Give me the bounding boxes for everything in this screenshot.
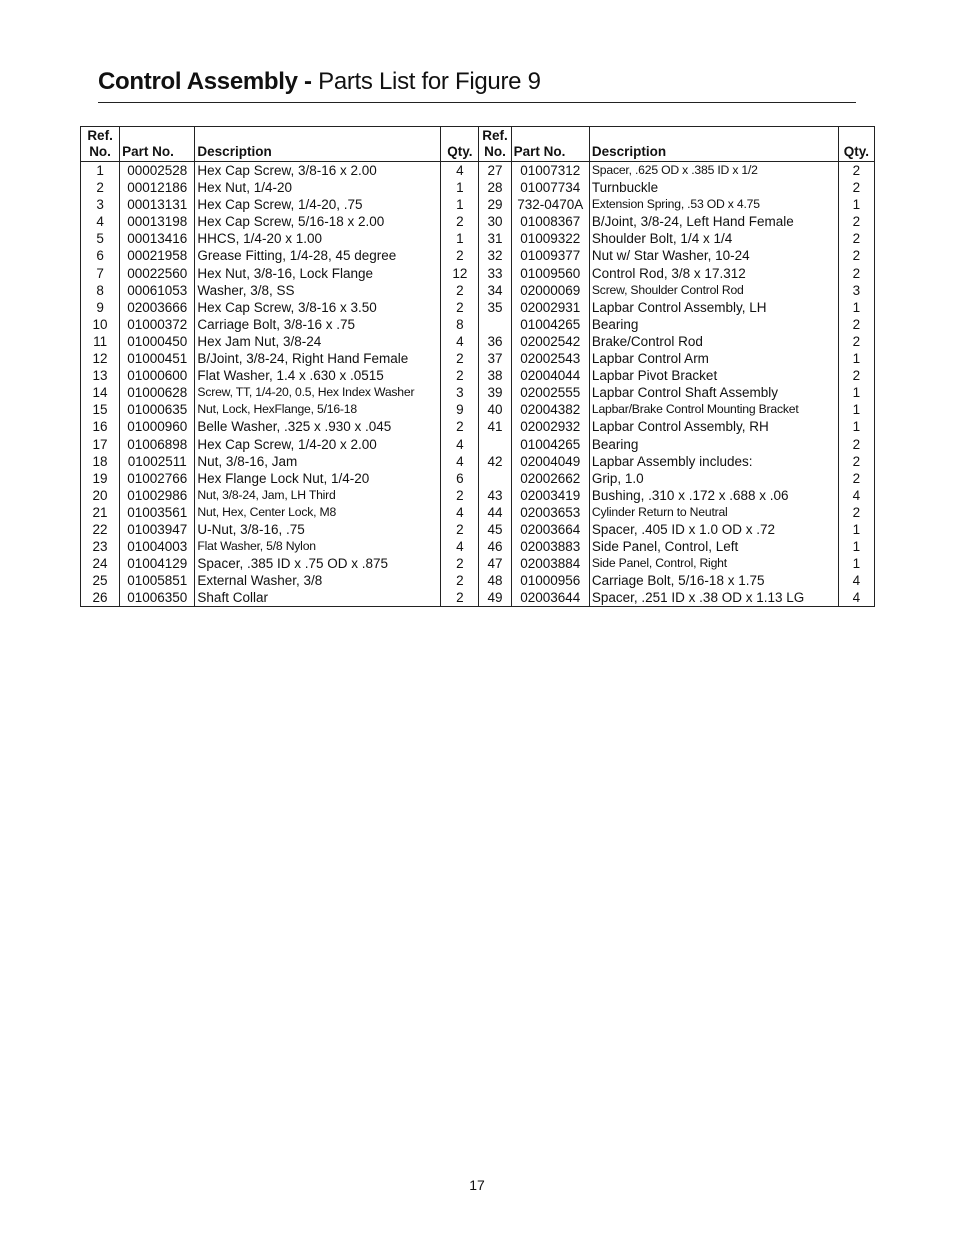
ref-no-cell: 36 bbox=[479, 333, 511, 350]
header-description-right: Description bbox=[589, 127, 838, 162]
description-cell: Carriage Bolt, 5/16-18 x 1.75 bbox=[589, 572, 838, 589]
part-no-cell: 01000960 bbox=[120, 418, 195, 435]
part-no-cell: 02002555 bbox=[511, 384, 589, 401]
page-number: 17 bbox=[469, 1177, 485, 1193]
qty-cell: 2 bbox=[441, 213, 479, 230]
description-cell: Hex Nut, 1/4-20 bbox=[195, 179, 441, 196]
qty-cell: 2 bbox=[441, 555, 479, 572]
table-row bbox=[81, 504, 875, 521]
header-qty-right: Qty. bbox=[838, 127, 874, 162]
description-cell: Hex Jam Nut, 3/8-24 bbox=[195, 333, 441, 350]
part-no-cell: 00013131 bbox=[120, 196, 195, 213]
ref-no-cell: 10 bbox=[81, 316, 120, 333]
part-no-cell: 01006350 bbox=[120, 589, 195, 607]
description-cell: Cylinder Return to Neutral bbox=[589, 504, 838, 521]
table-row bbox=[81, 333, 875, 350]
description-cell: Spacer, .251 ID x .38 OD x 1.13 LG bbox=[589, 589, 838, 607]
qty-cell: 1 bbox=[838, 196, 874, 213]
ref-no-cell: 42 bbox=[479, 453, 511, 470]
ref-no-cell: 43 bbox=[479, 487, 511, 504]
ref-no-cell: 32 bbox=[479, 247, 511, 264]
ref-no-cell: 19 bbox=[81, 470, 120, 487]
description-cell: Bushing, .310 x .172 x .688 x .06 bbox=[589, 487, 838, 504]
qty-cell: 2 bbox=[838, 247, 874, 264]
qty-cell: 1 bbox=[441, 230, 479, 247]
table-row bbox=[81, 350, 875, 367]
ref-no-cell: 11 bbox=[81, 333, 120, 350]
ref-no-cell: 18 bbox=[81, 453, 120, 470]
part-no-cell: 02000069 bbox=[511, 282, 589, 299]
ref-no-cell: 30 bbox=[479, 213, 511, 230]
qty-cell: 2 bbox=[838, 179, 874, 196]
description-cell: Hex Cap Screw, 1/4-20, .75 bbox=[195, 196, 441, 213]
description-cell: Hex Cap Screw, 5/16-18 x 2.00 bbox=[195, 213, 441, 230]
part-no-cell: 01004265 bbox=[511, 436, 589, 453]
table-row bbox=[81, 196, 875, 213]
ref-no-cell: 4 bbox=[81, 213, 120, 230]
title-divider bbox=[98, 102, 856, 103]
part-no-cell: 00013416 bbox=[120, 230, 195, 247]
part-no-cell: 01002766 bbox=[120, 470, 195, 487]
ref-no-cell: 17 bbox=[81, 436, 120, 453]
part-no-cell: 00021958 bbox=[120, 247, 195, 264]
description-cell: Bearing bbox=[589, 436, 838, 453]
description-cell: Spacer, .405 ID x 1.0 OD x .72 bbox=[589, 521, 838, 538]
page-title-rest: Parts List for Figure 9 bbox=[318, 68, 541, 95]
part-no-cell: 01003947 bbox=[120, 521, 195, 538]
qty-cell: 4 bbox=[838, 487, 874, 504]
description-cell: Lapbar/Brake Control Mounting Bracket bbox=[589, 401, 838, 418]
table-row bbox=[81, 589, 875, 607]
qty-cell: 1 bbox=[838, 521, 874, 538]
part-no-cell: 01005851 bbox=[120, 572, 195, 589]
description-cell: Shoulder Bolt, 1/4 x 1/4 bbox=[589, 230, 838, 247]
ref-no-cell: 49 bbox=[479, 589, 511, 607]
page-title-bold: Control Assembly - bbox=[98, 68, 319, 95]
qty-cell: 1 bbox=[838, 401, 874, 418]
ref-no-cell: 44 bbox=[479, 504, 511, 521]
ref-no-cell: 23 bbox=[81, 538, 120, 555]
qty-cell: 4 bbox=[441, 333, 479, 350]
ref-no-cell: 14 bbox=[81, 384, 120, 401]
qty-cell: 2 bbox=[838, 470, 874, 487]
ref-no-cell: 35 bbox=[479, 299, 511, 316]
table-row bbox=[81, 470, 875, 487]
description-cell: Control Rod, 3/8 x 17.312 bbox=[589, 265, 838, 282]
description-cell: Hex Cap Screw, 1/4-20 x 2.00 bbox=[195, 436, 441, 453]
qty-cell: 4 bbox=[838, 572, 874, 589]
qty-cell: 2 bbox=[441, 589, 479, 607]
ref-no-cell: 38 bbox=[479, 367, 511, 384]
ref-no-cell: 37 bbox=[479, 350, 511, 367]
description-cell: B/Joint, 3/8-24, Right Hand Female bbox=[195, 350, 441, 367]
parts-table-header bbox=[81, 127, 875, 162]
part-no-cell: 02002542 bbox=[511, 333, 589, 350]
qty-cell: 2 bbox=[441, 487, 479, 504]
header-description-left: Description bbox=[195, 127, 441, 162]
table-row bbox=[81, 282, 875, 299]
ref-no-cell: 26 bbox=[81, 589, 120, 607]
part-no-cell: 02004044 bbox=[511, 367, 589, 384]
part-no-cell: 01004129 bbox=[120, 555, 195, 572]
part-no-cell: 01009560 bbox=[511, 265, 589, 282]
part-no-cell: 01008367 bbox=[511, 213, 589, 230]
part-no-cell: 01000600 bbox=[120, 367, 195, 384]
qty-cell: 1 bbox=[838, 555, 874, 572]
ref-no-cell: 8 bbox=[81, 282, 120, 299]
part-no-cell: 02002931 bbox=[511, 299, 589, 316]
part-no-cell: 01009377 bbox=[511, 247, 589, 264]
description-cell: Nut w/ Star Washer, 10-24 bbox=[589, 247, 838, 264]
qty-cell: 2 bbox=[441, 572, 479, 589]
qty-cell: 1 bbox=[838, 538, 874, 555]
qty-cell: 2 bbox=[838, 436, 874, 453]
qty-cell: 4 bbox=[441, 162, 479, 180]
table-row bbox=[81, 247, 875, 264]
ref-no-cell: 46 bbox=[479, 538, 511, 555]
table-row bbox=[81, 384, 875, 401]
description-cell: HHCS, 1/4-20 x 1.00 bbox=[195, 230, 441, 247]
ref-no-cell: 41 bbox=[479, 418, 511, 435]
description-cell: Turnbuckle bbox=[589, 179, 838, 196]
description-cell: Nut, Lock, HexFlange, 5/16-18 bbox=[195, 401, 441, 418]
part-no-cell: 01000450 bbox=[120, 333, 195, 350]
ref-no-cell: 20 bbox=[81, 487, 120, 504]
description-cell: Hex Nut, 3/8-16, Lock Flange bbox=[195, 265, 441, 282]
qty-cell: 2 bbox=[838, 230, 874, 247]
header-ref-no-left: Ref. No. bbox=[81, 127, 120, 162]
part-no-cell: 01009322 bbox=[511, 230, 589, 247]
part-no-cell: 02003666 bbox=[120, 299, 195, 316]
qty-cell: 1 bbox=[838, 418, 874, 435]
table-row bbox=[81, 162, 875, 180]
description-cell: B/Joint, 3/8-24, Left Hand Female bbox=[589, 213, 838, 230]
part-no-cell: 00022560 bbox=[120, 265, 195, 282]
qty-cell: 6 bbox=[441, 470, 479, 487]
ref-no-cell: 1 bbox=[81, 162, 120, 180]
ref-no-cell: 31 bbox=[479, 230, 511, 247]
table-row bbox=[81, 487, 875, 504]
description-cell: Spacer, .385 ID x .75 OD x .875 bbox=[195, 555, 441, 572]
ref-no-cell: 33 bbox=[479, 265, 511, 282]
part-no-cell: 02003664 bbox=[511, 521, 589, 538]
qty-cell: 8 bbox=[441, 316, 479, 333]
qty-cell: 2 bbox=[838, 367, 874, 384]
ref-no-cell bbox=[479, 470, 511, 487]
ref-no-cell: 40 bbox=[479, 401, 511, 418]
description-cell: Flat Washer, 1.4 x .630 x .0515 bbox=[195, 367, 441, 384]
description-cell: Flat Washer, 5/8 Nylon bbox=[195, 538, 441, 555]
table-row bbox=[81, 453, 875, 470]
qty-cell: 1 bbox=[441, 179, 479, 196]
qty-cell: 2 bbox=[441, 418, 479, 435]
qty-cell: 4 bbox=[441, 453, 479, 470]
qty-cell: 2 bbox=[441, 247, 479, 264]
qty-cell: 2 bbox=[838, 162, 874, 180]
description-cell: Lapbar Control Shaft Assembly bbox=[589, 384, 838, 401]
part-no-cell: 02003884 bbox=[511, 555, 589, 572]
table-row bbox=[81, 367, 875, 384]
part-no-cell: 02002932 bbox=[511, 418, 589, 435]
part-no-cell: 01002511 bbox=[120, 453, 195, 470]
table-row bbox=[81, 213, 875, 230]
header-ref-no-right: Ref. No. bbox=[479, 127, 511, 162]
qty-cell: 2 bbox=[838, 316, 874, 333]
description-cell: Spacer, .625 OD x .385 ID x 1/2 bbox=[589, 162, 838, 180]
qty-cell: 3 bbox=[441, 384, 479, 401]
qty-cell: 3 bbox=[838, 282, 874, 299]
part-no-cell: 01000628 bbox=[120, 384, 195, 401]
part-no-cell: 02002662 bbox=[511, 470, 589, 487]
qty-cell: 2 bbox=[441, 282, 479, 299]
qty-cell: 4 bbox=[838, 589, 874, 607]
description-cell: Hex Cap Screw, 3/8-16 x 2.00 bbox=[195, 162, 441, 180]
part-no-cell: 01004265 bbox=[511, 316, 589, 333]
table-row bbox=[81, 316, 875, 333]
part-no-cell: 02003883 bbox=[511, 538, 589, 555]
description-cell: Brake/Control Rod bbox=[589, 333, 838, 350]
qty-cell: 9 bbox=[441, 401, 479, 418]
description-cell: Screw, Shoulder Control Rod bbox=[589, 282, 838, 299]
part-no-cell: 02003419 bbox=[511, 487, 589, 504]
part-no-cell: 01000956 bbox=[511, 572, 589, 589]
qty-cell: 2 bbox=[838, 504, 874, 521]
ref-no-cell: 45 bbox=[479, 521, 511, 538]
description-cell: Extension Spring, .53 OD x 4.75 bbox=[589, 196, 838, 213]
table-row bbox=[81, 179, 875, 196]
ref-no-cell: 5 bbox=[81, 230, 120, 247]
ref-no-cell: 16 bbox=[81, 418, 120, 435]
description-cell: Belle Washer, .325 x .930 x .045 bbox=[195, 418, 441, 435]
table-row bbox=[81, 299, 875, 316]
table-row bbox=[81, 572, 875, 589]
qty-cell: 2 bbox=[838, 265, 874, 282]
qty-cell: 2 bbox=[441, 350, 479, 367]
part-no-cell: 02003644 bbox=[511, 589, 589, 607]
part-no-cell: 01000635 bbox=[120, 401, 195, 418]
part-no-cell: 00061053 bbox=[120, 282, 195, 299]
part-no-cell: 02003653 bbox=[511, 504, 589, 521]
qty-cell: 4 bbox=[441, 538, 479, 555]
description-cell: Hex Flange Lock Nut, 1/4-20 bbox=[195, 470, 441, 487]
description-cell: Nut, 3/8-24, Jam, LH Third bbox=[195, 487, 441, 504]
qty-cell: 2 bbox=[441, 299, 479, 316]
description-cell: Lapbar Assembly includes: bbox=[589, 453, 838, 470]
description-cell: Nut, Hex, Center Lock, M8 bbox=[195, 504, 441, 521]
description-cell: External Washer, 3/8 bbox=[195, 572, 441, 589]
table-row bbox=[81, 538, 875, 555]
ref-no-cell: 48 bbox=[479, 572, 511, 589]
parts-table bbox=[80, 126, 875, 607]
ref-no-cell: 27 bbox=[479, 162, 511, 180]
qty-cell: 2 bbox=[441, 521, 479, 538]
description-cell: Side Panel, Control, Right bbox=[589, 555, 838, 572]
description-cell: Carriage Bolt, 3/8-16 x .75 bbox=[195, 316, 441, 333]
ref-no-cell: 2 bbox=[81, 179, 120, 196]
description-cell: Shaft Collar bbox=[195, 589, 441, 607]
description-cell: Lapbar Control Arm bbox=[589, 350, 838, 367]
ref-no-cell: 9 bbox=[81, 299, 120, 316]
ref-no-cell: 34 bbox=[479, 282, 511, 299]
table-row bbox=[81, 436, 875, 453]
ref-no-cell: 47 bbox=[479, 555, 511, 572]
part-no-cell: 02004382 bbox=[511, 401, 589, 418]
description-cell: Screw, TT, 1/4-20, 0.5, Hex Index Washer bbox=[195, 384, 441, 401]
ref-no-cell: 22 bbox=[81, 521, 120, 538]
part-no-cell: 01000372 bbox=[120, 316, 195, 333]
ref-no-cell: 28 bbox=[479, 179, 511, 196]
table-row bbox=[81, 521, 875, 538]
qty-cell: 2 bbox=[838, 213, 874, 230]
ref-no-cell: 21 bbox=[81, 504, 120, 521]
parts-table-body bbox=[81, 162, 875, 607]
part-no-cell: 732-0470A bbox=[511, 196, 589, 213]
table-row bbox=[81, 555, 875, 572]
ref-no-cell: 25 bbox=[81, 572, 120, 589]
part-no-cell: 01002986 bbox=[120, 487, 195, 504]
part-no-cell: 01000451 bbox=[120, 350, 195, 367]
qty-cell: 2 bbox=[441, 367, 479, 384]
qty-cell: 1 bbox=[838, 350, 874, 367]
table-row bbox=[81, 265, 875, 282]
page-title bbox=[98, 68, 541, 96]
ref-no-cell: 15 bbox=[81, 401, 120, 418]
ref-no-cell: 3 bbox=[81, 196, 120, 213]
description-cell: Side Panel, Control, Left bbox=[589, 538, 838, 555]
qty-cell: 1 bbox=[838, 384, 874, 401]
part-no-cell: 01003561 bbox=[120, 504, 195, 521]
qty-cell: 2 bbox=[838, 453, 874, 470]
ref-no-cell: 7 bbox=[81, 265, 120, 282]
description-cell: U-Nut, 3/8-16, .75 bbox=[195, 521, 441, 538]
ref-no-cell: 24 bbox=[81, 555, 120, 572]
part-no-cell: 00002528 bbox=[120, 162, 195, 180]
description-cell: Nut, 3/8-16, Jam bbox=[195, 453, 441, 470]
description-cell: Washer, 3/8, SS bbox=[195, 282, 441, 299]
table-row bbox=[81, 401, 875, 418]
header-part-no-left: Part No. bbox=[120, 127, 195, 162]
part-no-cell: 02004049 bbox=[511, 453, 589, 470]
part-no-cell: 02002543 bbox=[511, 350, 589, 367]
ref-no-cell bbox=[479, 436, 511, 453]
ref-no-cell: 29 bbox=[479, 196, 511, 213]
description-cell: Lapbar Control Assembly, RH bbox=[589, 418, 838, 435]
qty-cell: 1 bbox=[838, 299, 874, 316]
part-no-cell: 01007734 bbox=[511, 179, 589, 196]
part-no-cell: 01007312 bbox=[511, 162, 589, 180]
description-cell: Grease Fitting, 1/4-28, 45 degree bbox=[195, 247, 441, 264]
qty-cell: 2 bbox=[838, 333, 874, 350]
qty-cell: 1 bbox=[441, 196, 479, 213]
description-cell: Hex Cap Screw, 3/8-16 x 3.50 bbox=[195, 299, 441, 316]
qty-cell: 12 bbox=[441, 265, 479, 282]
description-cell: Lapbar Control Assembly, LH bbox=[589, 299, 838, 316]
part-no-cell: 00012186 bbox=[120, 179, 195, 196]
header-qty-left: Qty. bbox=[441, 127, 479, 162]
part-no-cell: 01004003 bbox=[120, 538, 195, 555]
description-cell: Grip, 1.0 bbox=[589, 470, 838, 487]
part-no-cell: 01006898 bbox=[120, 436, 195, 453]
table-row bbox=[81, 230, 875, 247]
header-part-no-right: Part No. bbox=[511, 127, 589, 162]
description-cell: Bearing bbox=[589, 316, 838, 333]
table-row bbox=[81, 418, 875, 435]
qty-cell: 4 bbox=[441, 504, 479, 521]
ref-no-cell: 6 bbox=[81, 247, 120, 264]
ref-no-cell: 12 bbox=[81, 350, 120, 367]
part-no-cell: 00013198 bbox=[120, 213, 195, 230]
description-cell: Lapbar Pivot Bracket bbox=[589, 367, 838, 384]
ref-no-cell bbox=[479, 316, 511, 333]
qty-cell: 4 bbox=[441, 436, 479, 453]
ref-no-cell: 13 bbox=[81, 367, 120, 384]
ref-no-cell: 39 bbox=[479, 384, 511, 401]
